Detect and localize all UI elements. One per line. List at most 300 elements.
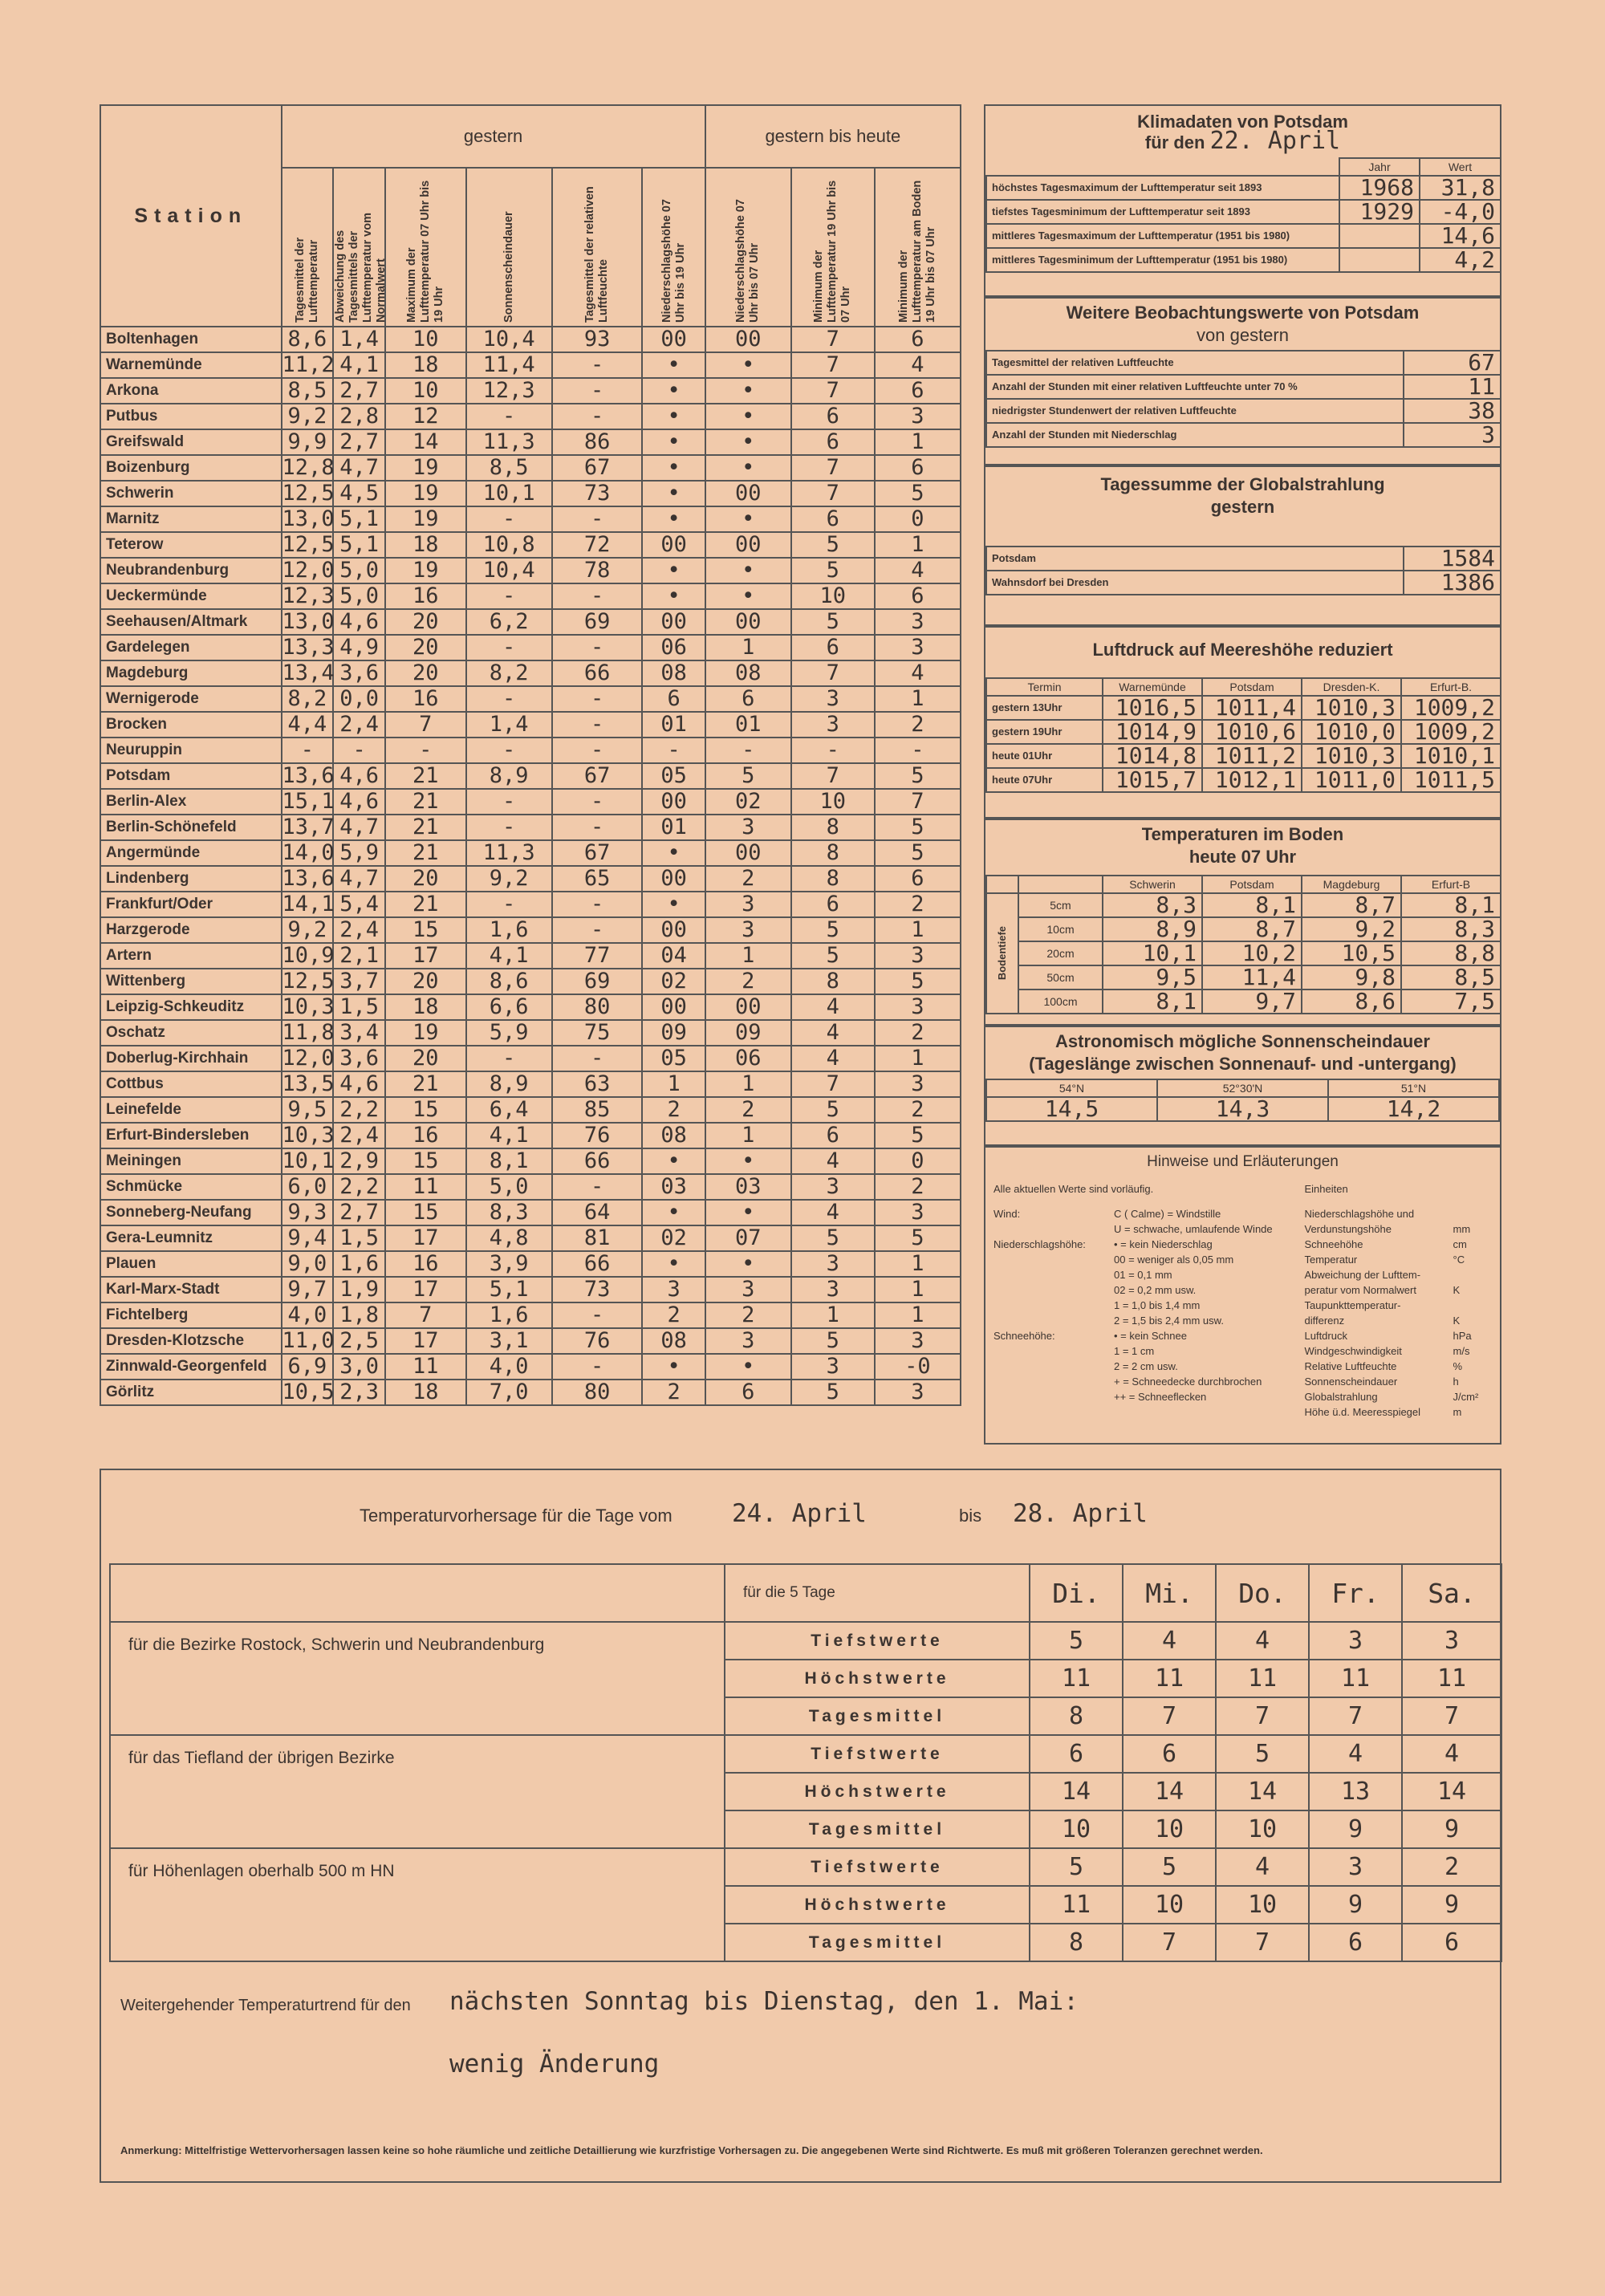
station-value: 4,1: [466, 943, 552, 969]
station-value: 1: [705, 943, 791, 969]
station-value: 21: [385, 763, 465, 789]
station-value: 1: [642, 1071, 705, 1097]
station-value: 7: [791, 378, 875, 404]
station-value: 5: [791, 532, 875, 558]
station-name: Leinefelde: [100, 1097, 282, 1123]
station-name: Gardelegen: [100, 635, 282, 660]
luftdruck-value: 1011,0: [1302, 768, 1401, 792]
station-name: Doberlug-Kirchhain: [100, 1046, 282, 1071]
unit-line: [1305, 1298, 1493, 1313]
station-value: 3: [875, 609, 961, 635]
station-value: 00: [642, 917, 705, 943]
unit-line: [1305, 1404, 1493, 1420]
station-value: •: [642, 583, 705, 609]
station-value: 1: [791, 1302, 875, 1328]
boden-depth: 5cm: [1018, 893, 1103, 917]
station-value: 5,4: [333, 892, 385, 917]
station-value: •: [642, 558, 705, 583]
station-name: Marnitz: [100, 506, 282, 532]
station-value: •: [705, 455, 791, 481]
station-value: 21: [385, 840, 465, 866]
station-value: •: [642, 1251, 705, 1277]
forecast-value: 6: [1309, 1924, 1402, 1961]
station-value: 12,5: [282, 532, 335, 557]
station-value: 13,7: [282, 815, 335, 839]
unit-name: Relative Luftfeuchte: [1304, 1360, 1397, 1372]
station-value: 1: [875, 429, 961, 455]
forecast-value: 4: [1309, 1735, 1402, 1773]
forecast-kind: Tagesmittel: [725, 1697, 1030, 1735]
klimadaten-table: [985, 157, 1501, 273]
station-value: 2,1: [333, 943, 385, 969]
station-value: 5: [791, 917, 875, 943]
station-value: 6: [791, 1123, 875, 1148]
station-value: -: [385, 738, 465, 763]
forecast-value: 11: [1216, 1660, 1309, 1697]
station-value: 3: [875, 1380, 961, 1405]
boden-row: [986, 965, 1501, 990]
boden-value: 8,8: [1401, 941, 1501, 965]
station-value: -: [333, 738, 385, 763]
station-value: -: [466, 404, 552, 429]
days-label: für die 5 Tage: [725, 1564, 1030, 1622]
station-value: -: [552, 917, 643, 943]
station-value: 10,4: [466, 558, 552, 583]
station-value: 20: [385, 635, 465, 660]
station-value: 11,3: [466, 429, 552, 455]
forecast-row: [110, 1622, 1501, 1660]
klima-row: [986, 248, 1501, 272]
station-value: -0: [875, 1354, 961, 1380]
station-name: Wernigerode: [100, 686, 282, 712]
station-value: 12,0: [282, 558, 335, 583]
forecast-value: 4: [1216, 1848, 1309, 1886]
boden-side-text: Bodentiefe: [996, 926, 1008, 981]
station-name: Potsdam: [100, 763, 282, 789]
station-value: 17: [385, 1225, 465, 1251]
boden-depth: 50cm: [1018, 965, 1103, 990]
station-value: 16: [385, 583, 465, 609]
station-value: 3: [705, 1277, 791, 1302]
column-header-label: Minimum der Lufttemperatur 19 Uhr bis 07 Uhr: [812, 180, 853, 323]
unit-symbol: hPa: [1453, 1330, 1472, 1342]
station-value: 2,7: [333, 378, 385, 404]
luftdruck-termin: heute 07Uhr: [986, 768, 1103, 792]
station-value: 4,5: [333, 481, 385, 506]
group-yesterday: gestern: [282, 105, 705, 168]
forecast-value: 6: [1123, 1735, 1216, 1773]
boden-depth: 10cm: [1018, 917, 1103, 941]
station-row: [100, 917, 961, 943]
global-value: 1584: [1404, 547, 1501, 571]
station-row: [100, 1302, 961, 1328]
station-value: 17: [385, 1277, 465, 1302]
station-value: •: [705, 506, 791, 532]
station-value: 3: [705, 1328, 791, 1354]
weitere-title-line1: Weitere Beobachtungswerte von Potsdam: [1066, 303, 1420, 323]
station-value: 67: [552, 840, 643, 866]
units-title: Einheiten: [1304, 1183, 1348, 1195]
unit-name: Sonnenscheindauer: [1304, 1376, 1398, 1388]
station-value: 4: [791, 1046, 875, 1071]
station-value: 3: [791, 1277, 875, 1302]
station-value: 0: [875, 1148, 961, 1174]
station-value: •: [705, 429, 791, 455]
station-value: 64: [552, 1200, 643, 1225]
station-row: [100, 583, 961, 609]
hinweise-text: 2 = 1,5 bis 2,4 mm usw.: [1114, 1315, 1224, 1327]
station-value: -: [552, 583, 643, 609]
column-header-label: Sonnenscheindauer: [502, 211, 515, 323]
station-value: -: [552, 712, 643, 738]
station-value: 4,7: [333, 455, 385, 481]
forecast-value: 4: [1402, 1735, 1501, 1773]
global-title-line1: Tagessumme der Globalstrahlung: [1100, 474, 1385, 494]
unit-line: [1305, 1343, 1493, 1359]
hinweise-text: U = schwache, umlaufende Winde: [1114, 1223, 1273, 1235]
globalstrahlung-box: [984, 465, 1501, 626]
forecast-region: für Höhenlagen oberhalb 500 m HN: [110, 1848, 725, 1961]
station-row: [100, 1200, 961, 1225]
station-value: 16: [385, 1123, 465, 1148]
weitere-table: [985, 350, 1501, 448]
forecast-value: 5: [1030, 1848, 1123, 1886]
unit-name: differenz: [1304, 1315, 1345, 1327]
station-value: -: [552, 506, 643, 532]
forecast-from: 24. April: [732, 1499, 867, 1528]
hinweise-text: C ( Calme) = Windstille: [1114, 1208, 1221, 1220]
forecast-value: 11: [1030, 1660, 1123, 1697]
station-value: -: [552, 738, 643, 763]
column-header: [552, 168, 643, 327]
station-name: Plauen: [100, 1251, 282, 1277]
station-value: 20: [385, 866, 465, 892]
station-value: 08: [642, 1123, 705, 1148]
unit-line: [1305, 1374, 1493, 1389]
station-value: 21: [385, 815, 465, 840]
station-value: 12: [385, 404, 465, 429]
column-header-label: Minimum der Lufttemperatur am Boden 19 Uhr bis 07 Uhr: [896, 180, 937, 323]
astro-latitude: 51°N: [1328, 1079, 1499, 1097]
station-value: 5,0: [466, 1174, 552, 1200]
hinweise-units: [1305, 1181, 1493, 1420]
boden-table: [985, 875, 1501, 1014]
klima-value: 14,6: [1420, 224, 1501, 248]
station-value: 2,9: [333, 1148, 385, 1174]
station-value: 8,3: [466, 1200, 552, 1225]
station-value: 21: [385, 789, 465, 815]
boden-corner: [1018, 876, 1103, 893]
station-value: 6: [705, 1380, 791, 1405]
station-value: 17: [385, 943, 465, 969]
station-value: 6: [875, 327, 961, 352]
station-value: •: [705, 1251, 791, 1277]
klimadaten-date: 22. April: [1209, 127, 1341, 155]
boden-header: Erfurt-B: [1401, 876, 1501, 893]
weitere-value: 38: [1404, 399, 1501, 423]
boden-value: 8,7: [1302, 893, 1401, 917]
station-value: •: [642, 1148, 705, 1174]
forecast-kind: Höchstwerte: [725, 1773, 1030, 1810]
hinweise-text: 00 = weniger als 0,05 mm: [1114, 1254, 1234, 1266]
station-value: 6: [875, 866, 961, 892]
station-value: 03: [705, 1174, 791, 1200]
station-value: 5: [875, 969, 961, 994]
station-value: 9,9: [282, 429, 334, 455]
station-value: 77: [552, 943, 643, 969]
forecast-value: 10: [1123, 1810, 1216, 1848]
station-name: Frankfurt/Oder: [100, 892, 282, 917]
station-name: Magdeburg: [100, 660, 282, 686]
boden-header: Schwerin: [1103, 876, 1202, 893]
station-value: 6,9: [282, 1354, 334, 1380]
station-value: -: [642, 738, 705, 763]
column-header-label: Tagesmittel der Lufttemperatur: [293, 237, 320, 323]
station-value: 8,6: [466, 969, 552, 994]
station-name: Karl-Marx-Stadt: [100, 1277, 282, 1302]
station-value: 1: [705, 1071, 791, 1097]
station-row: [100, 429, 961, 455]
station-value: 13,4: [282, 660, 335, 685]
station-value: -: [466, 815, 552, 840]
station-value: 00: [705, 994, 791, 1020]
station-value: 4,8: [466, 1225, 552, 1251]
forecast-kind: Höchstwerte: [725, 1660, 1030, 1697]
astro-latitude: 54°N: [986, 1079, 1157, 1097]
station-value: 4,4: [282, 712, 334, 738]
station-value: 5: [791, 1380, 875, 1405]
hinweise-line: [993, 1298, 1305, 1313]
station-value: 8,2: [282, 686, 334, 712]
station-name: Leipzig-Schkeuditz: [100, 994, 282, 1020]
forecast-value: 10: [1216, 1810, 1309, 1848]
station-value: 2: [705, 866, 791, 892]
station-value: 8: [791, 969, 875, 994]
station-value: 0,0: [333, 686, 385, 712]
weitere-label: Anzahl der Stunden mit einer relativen Luftfeuchte unter 70 %: [986, 375, 1404, 399]
station-value: 3,1: [466, 1328, 552, 1354]
luftdruck-row: [986, 744, 1501, 768]
station-value: 76: [552, 1123, 643, 1148]
hinweise-text: 1 = 1 cm: [1114, 1345, 1155, 1357]
station-value: 04: [642, 943, 705, 969]
station-value: -: [466, 635, 552, 660]
unit-symbol: %: [1453, 1360, 1463, 1372]
station-name: Boizenburg: [100, 455, 282, 481]
forecast-day: Di.: [1030, 1564, 1123, 1622]
station-value: 17: [385, 1328, 465, 1354]
station-value: 5: [791, 609, 875, 635]
station-value: 2: [875, 1020, 961, 1046]
station-value: 00: [642, 866, 705, 892]
global-title: [985, 467, 1500, 522]
station-value: 4: [791, 994, 875, 1020]
station-value: 3,9: [466, 1251, 552, 1277]
station-value: 01: [705, 712, 791, 738]
forecast-to-label: bis: [959, 1506, 982, 1526]
forecast-value: 4: [1123, 1622, 1216, 1660]
luftdruck-table: [985, 677, 1501, 793]
column-header: [791, 168, 875, 327]
station-value: 6,6: [466, 994, 552, 1020]
station-value: -: [791, 738, 875, 763]
station-value: 1: [875, 1251, 961, 1277]
boden-title-line1: Temperaturen im Boden: [1141, 824, 1344, 844]
astro-box: [984, 1026, 1501, 1146]
station-value: 01: [642, 815, 705, 840]
station-value: 5: [791, 1225, 875, 1251]
unit-name: peratur vom Normalwert: [1304, 1284, 1416, 1296]
column-header-label: Niederschlagshöhe 07 Uhr bis 07 Uhr: [734, 199, 762, 323]
station-value: 6: [791, 892, 875, 917]
station-value: 20: [385, 609, 465, 635]
station-value: 66: [552, 660, 643, 686]
station-value: 7: [385, 1302, 465, 1328]
station-value: 65: [552, 866, 643, 892]
station-value: 2: [642, 1097, 705, 1123]
forecast-region: für die Bezirke Rostock, Schwerin und Neubrandenburg: [110, 1622, 725, 1735]
forecast-value: 10: [1030, 1810, 1123, 1848]
column-header: [385, 168, 465, 327]
boden-value: 9,5: [1103, 965, 1202, 990]
station-value: •: [642, 378, 705, 404]
station-value: 00: [705, 840, 791, 866]
station-value: 6: [875, 378, 961, 404]
station-value: 00: [642, 327, 705, 352]
station-value: 5: [875, 815, 961, 840]
station-value: 4,9: [333, 635, 385, 660]
station-value: 6: [705, 686, 791, 712]
station-value: •: [642, 429, 705, 455]
forecast-kind: Tagesmittel: [725, 1810, 1030, 1848]
station-value: 4,6: [333, 763, 385, 789]
station-value: 02: [642, 969, 705, 994]
station-name: Zinnwald-Georgenfeld: [100, 1354, 282, 1380]
station-value: 1,8: [333, 1302, 385, 1328]
hinweise-line: [993, 1359, 1305, 1374]
station-value: 80: [552, 994, 643, 1020]
unit-name: Temperatur: [1304, 1254, 1358, 1266]
boden-depth: 20cm: [1018, 941, 1103, 965]
forecast-kind: Tiefstwerte: [725, 1735, 1030, 1773]
luftdruck-value: 1011,2: [1202, 744, 1302, 768]
forecast-day: Sa.: [1402, 1564, 1501, 1622]
station-value: 4,0: [466, 1354, 552, 1380]
station-value: 66: [552, 1148, 643, 1174]
forecast-kind: Tiefstwerte: [725, 1848, 1030, 1886]
forecast-kind: Höchstwerte: [725, 1886, 1030, 1924]
hinweise-key: Wind:: [993, 1208, 1021, 1220]
station-value: 5: [791, 558, 875, 583]
station-value: -: [552, 892, 643, 917]
station-value: 67: [552, 455, 643, 481]
boden-value: 9,7: [1202, 990, 1302, 1014]
station-value: 72: [552, 532, 643, 558]
unit-line: [1305, 1328, 1493, 1343]
station-value: 5: [875, 481, 961, 506]
station-value: 4: [875, 660, 961, 686]
unit-name: Verdunstungshöhe: [1304, 1223, 1392, 1235]
klima-label: höchstes Tagesmaximum der Lufttemperatur seit 1893: [986, 176, 1339, 200]
klima-value: -4,0: [1420, 200, 1501, 224]
station-value: •: [642, 840, 705, 866]
luftdruck-value: 1011,4: [1202, 696, 1302, 720]
hinweise-key: [993, 1252, 1114, 1267]
station-value: -: [552, 815, 643, 840]
station-value: 3: [705, 815, 791, 840]
forecast-value: 4: [1216, 1622, 1309, 1660]
station-value: •: [642, 1200, 705, 1225]
luftdruck-value: 1014,9: [1103, 720, 1202, 744]
station-value: 08: [642, 1328, 705, 1354]
station-value: 4,1: [466, 1123, 552, 1148]
forecast-value: 5: [1123, 1848, 1216, 1886]
hinweise-text: 1 = 1,0 bis 1,4 mm: [1114, 1299, 1201, 1311]
station-value: 10,1: [282, 1148, 335, 1173]
station-value: 4: [791, 1020, 875, 1046]
station-value: 00: [642, 609, 705, 635]
station-value: 2: [705, 1302, 791, 1328]
station-name: Schmücke: [100, 1174, 282, 1200]
forecast-value: 11: [1309, 1660, 1402, 1697]
station-value: 13,0: [282, 609, 335, 634]
station-value: 15: [385, 917, 465, 943]
station-value: 10: [385, 327, 465, 352]
station-row: [100, 532, 961, 558]
boden-value: 10,5: [1302, 941, 1401, 965]
station-row: [100, 506, 961, 532]
boden-value: 8,9: [1103, 917, 1202, 941]
klima-label: mittleres Tagesminimum der Lufttemperatur (1951 bis 1980): [986, 248, 1339, 272]
unit-symbol: mm: [1453, 1223, 1471, 1235]
boden-value: 8,7: [1202, 917, 1302, 941]
luftdruck-value: 1015,7: [1103, 768, 1202, 792]
station-value: 2: [875, 1174, 961, 1200]
station-value: 20: [385, 969, 465, 994]
station-value: 3,6: [333, 1046, 385, 1071]
station-value: 20: [385, 1046, 465, 1071]
station-name: Berlin-Alex: [100, 789, 282, 815]
station-value: 10,1: [466, 481, 552, 506]
unit-name: Windgeschwindigkeit: [1304, 1345, 1402, 1357]
station-name: Sonneberg-Neufang: [100, 1200, 282, 1225]
luftdruck-value: 1016,5: [1103, 696, 1202, 720]
station-value: •: [705, 1148, 791, 1174]
station-value: 11,3: [466, 840, 552, 866]
station-value: 15: [385, 1097, 465, 1123]
forecast-title: [360, 1506, 672, 1526]
station-value: 5,9: [466, 1020, 552, 1046]
station-value: 05: [642, 1046, 705, 1071]
boden-value: 9,2: [1302, 917, 1401, 941]
hinweise-line: [993, 1267, 1305, 1282]
station-name: Neubrandenburg: [100, 558, 282, 583]
station-row: [100, 378, 961, 404]
boden-depth: 100cm: [1018, 990, 1103, 1014]
hinweise-legend: [985, 1176, 1500, 1424]
station-name: Schwerin: [100, 481, 282, 506]
station-value: 4,7: [333, 815, 385, 840]
station-value: -: [466, 892, 552, 917]
station-value: -: [466, 506, 552, 532]
station-value: 3,0: [333, 1354, 385, 1380]
station-value: 4: [791, 1148, 875, 1174]
station-row: [100, 481, 961, 506]
station-name: Cottbus: [100, 1071, 282, 1097]
klima-row: [986, 200, 1501, 224]
forecast-value: 6: [1030, 1735, 1123, 1773]
station-value: •: [705, 583, 791, 609]
